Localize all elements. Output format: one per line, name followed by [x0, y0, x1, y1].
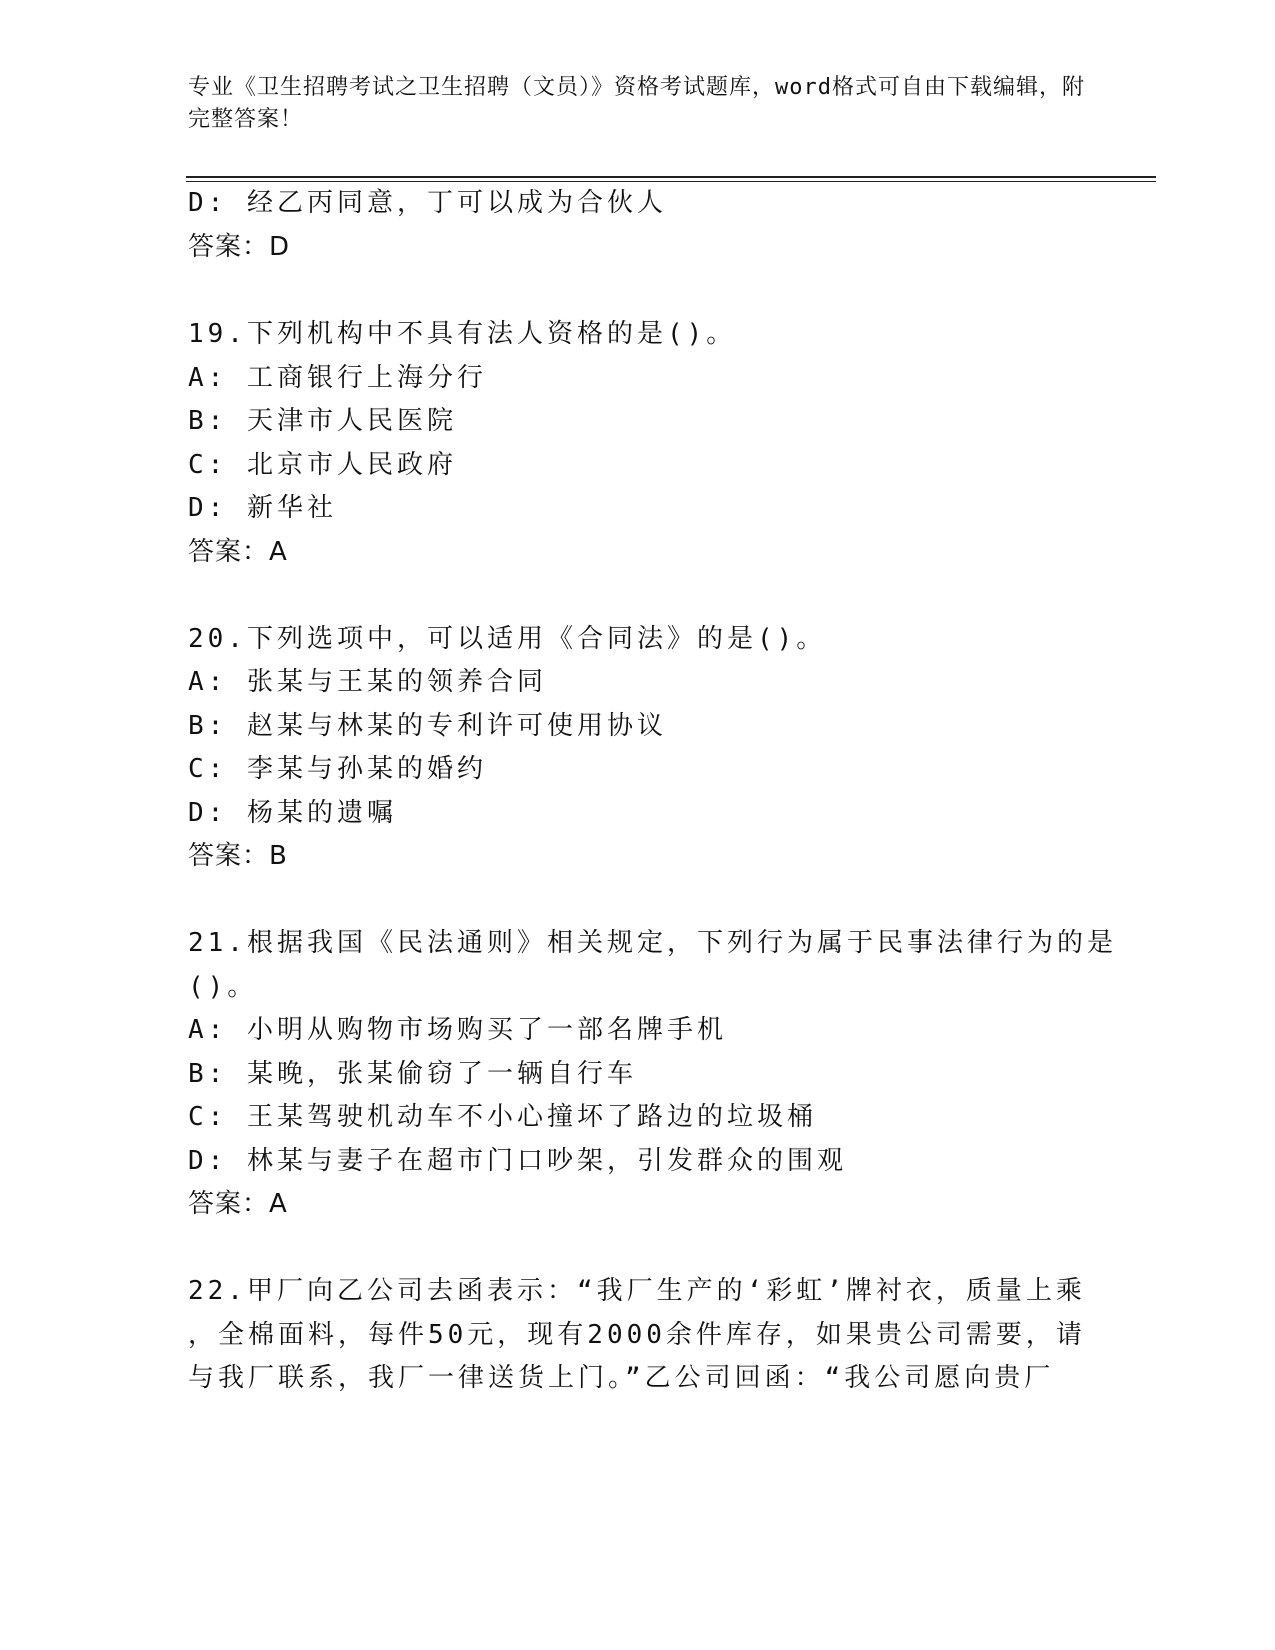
q18-answer: 答案：D: [188, 232, 291, 262]
q21-question: 21.根据我国《民法通则》相关规定，下列行为属于民事法律行为的是: [188, 928, 1117, 958]
document-header: 专业《卫生招聘考试之卫生招聘（文员）》资格考试题库，word格式可自由下载编辑，附完整答案！: [188, 75, 1085, 132]
q19-option-a: A: 工商银行上海分行: [188, 363, 487, 393]
header-rule-thin: [186, 181, 1156, 182]
q20-option-c: C: 李某与孙某的婚约: [188, 754, 487, 784]
q20-option-d: D: 杨某的遗嘱: [188, 798, 397, 828]
q22-question-line2: ，全棉面料，每件50元，现有2000余件库存，如果贵公司需要，请: [188, 1320, 1086, 1350]
q20-answer: 答案：B: [188, 841, 288, 871]
q19-option-c: C: 北京市人民政府: [188, 450, 457, 480]
q18-option-d: D: 经乙丙同意，丁可以成为合伙人: [188, 188, 667, 218]
q20-option-b: B: 赵某与林某的专利许可使用协议: [188, 711, 667, 741]
q19-question: 19.下列机构中不具有法人资格的是()。: [188, 319, 737, 349]
q21-option-a: A: 小明从购物市场购买了一部名牌手机: [188, 1015, 727, 1045]
q21-answer: 答案：A: [188, 1189, 288, 1219]
q19-answer: 答案：A: [188, 537, 288, 567]
header-rule-thick: [186, 176, 1156, 178]
q22-question-line1: 22.甲厂向乙公司去函表示：“我厂生产的‘彩虹’牌衬衣，质量上乘: [188, 1276, 1086, 1306]
q21-question-cont: ()。: [188, 972, 258, 1002]
q20-option-a: A: 张某与王某的领养合同: [188, 667, 547, 697]
q19-option-d: D: 新华社: [188, 493, 337, 523]
q20-question: 20.下列选项中，可以适用《合同法》的是()。: [188, 624, 827, 654]
q21-option-c: C: 王某驾驶机动车不小心撞坏了路边的垃圾桶: [188, 1102, 817, 1132]
q21-option-d: D: 林某与妻子在超市门口吵架，引发群众的围观: [188, 1146, 847, 1176]
q21-option-b: B: 某晚，张某偷窃了一辆自行车: [188, 1059, 637, 1089]
q19-option-b: B: 天津市人民医院: [188, 406, 457, 436]
q22-question-line3: 与我厂联系，我厂一律送货上门。”乙公司回函：“我公司愿向贵厂: [188, 1363, 1055, 1393]
